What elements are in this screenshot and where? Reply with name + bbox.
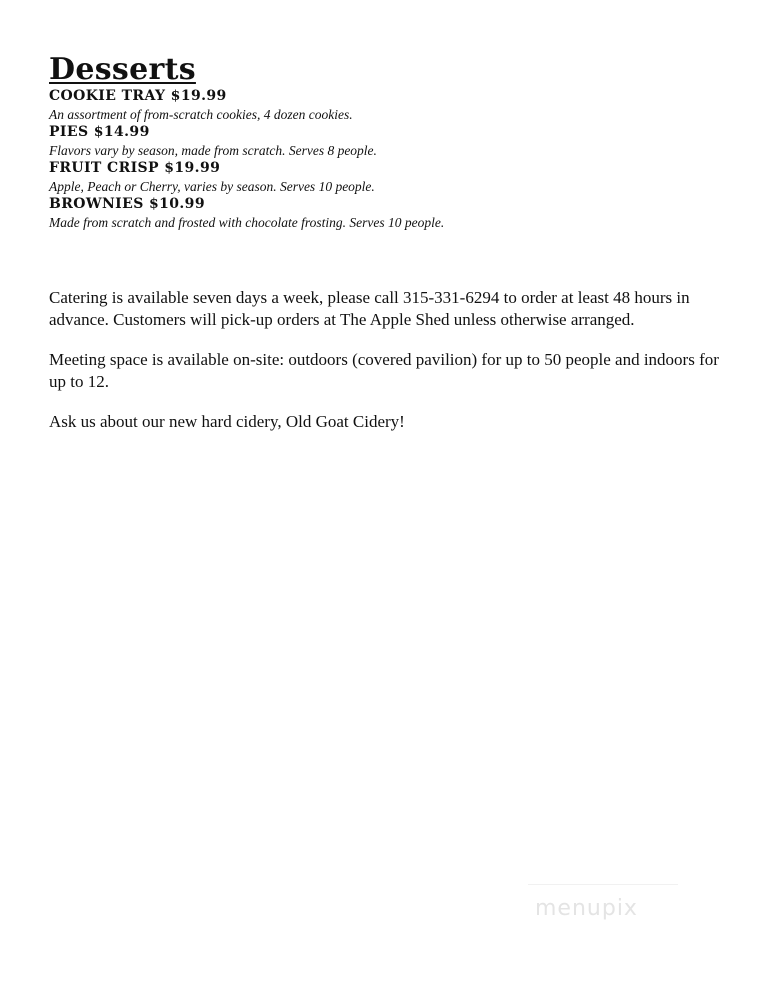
watermark-divider xyxy=(528,884,678,885)
section-title: Desserts xyxy=(49,52,196,87)
meeting-space-note: Meeting space is available on-site: outdoors (covered pavilion) for up to 50 people and indoors for up to 12. xyxy=(49,350,719,391)
menu-item-cookie-tray xyxy=(49,88,739,124)
dessert-list xyxy=(49,88,739,232)
item-description: Made from scratch and frosted with chocolate frosting. Serves 10 people. xyxy=(49,215,445,230)
watermark-logo: menupix xyxy=(535,896,638,921)
item-name: PIES $14.99 xyxy=(49,124,150,140)
item-description: An assortment of from-scratch cookies, 4 dozen cookies. xyxy=(49,107,353,122)
menu-item-brownies xyxy=(49,196,739,232)
item-name: FRUIT CRISP $19.99 xyxy=(49,160,221,176)
item-name: BROWNIES $10.99 xyxy=(49,196,205,212)
catering-note: Catering is available seven days a week, please call 315-331-6294 to order at least 48 hours in advance. Customers will pick-up orders at The Apple Shed unless otherwise arranged. xyxy=(49,288,690,329)
cidery-note: Ask us about our new hard cidery, Old Goat Cidery! xyxy=(49,412,405,431)
item-description: Flavors vary by season, made from scratch. Serves 8 people. xyxy=(49,143,377,158)
info-section xyxy=(49,287,739,451)
item-description: Apple, Peach or Cherry, varies by season. Serves 10 people. xyxy=(49,179,375,194)
item-name: COOKIE TRAY $19.99 xyxy=(49,88,227,104)
menu-item-fruit-crisp xyxy=(49,160,739,196)
menu-item-pies xyxy=(49,124,739,160)
dessert-menu xyxy=(49,52,739,232)
